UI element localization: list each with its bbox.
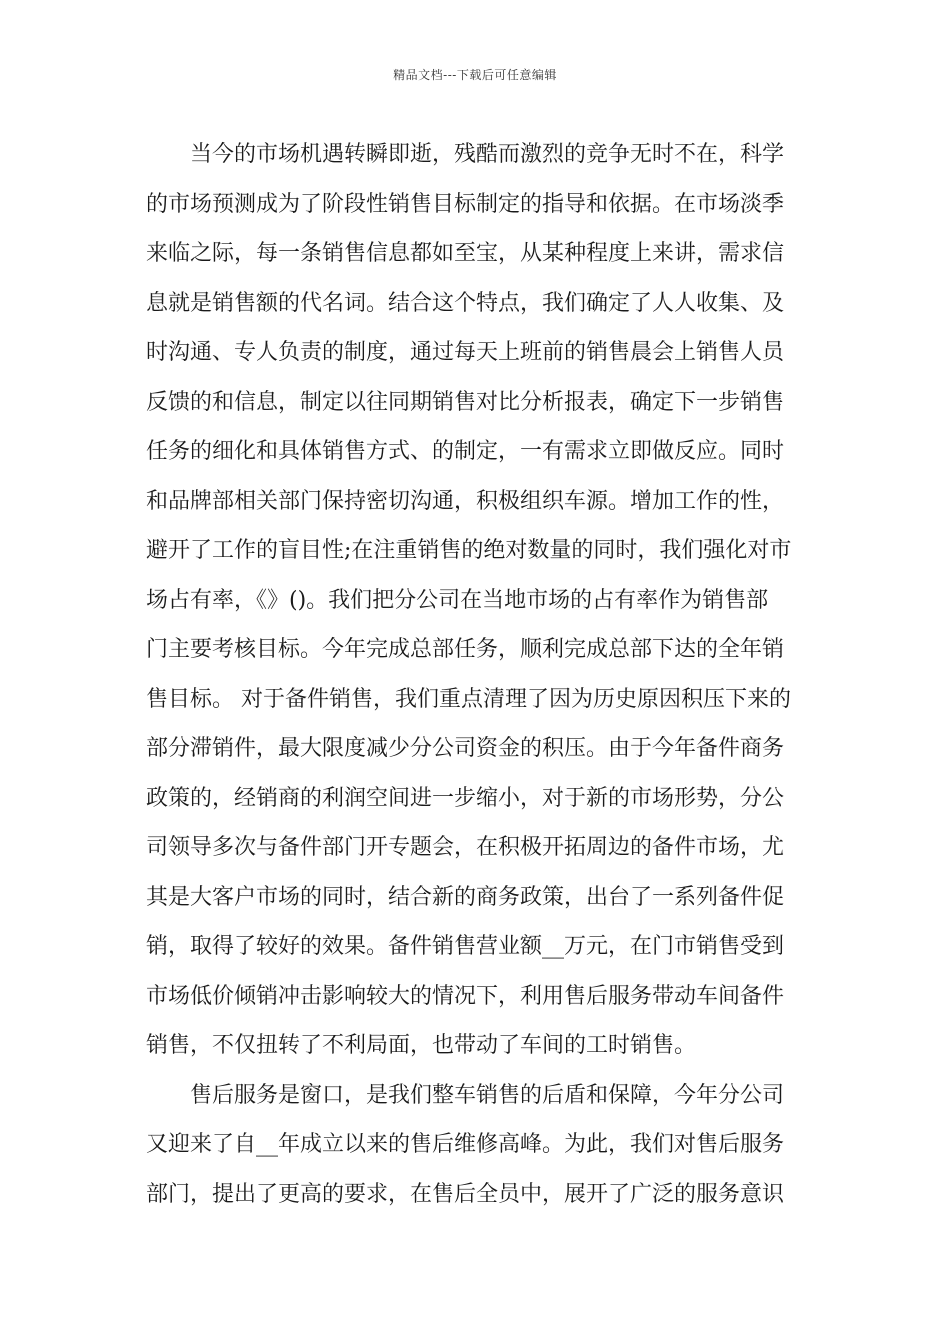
paragraph-line: 又迎来了自__年成立以来的售后维修高峰。为此，我们对售后服务 (146, 1132, 785, 1157)
paragraph-line: 反馈的和信息，制定以往同期销售对比分析报表，确定下一步销售 (146, 389, 785, 415)
paragraph-line: 时沟通、专人负责的制度，通过每天上班前的销售晨会上销售人员 (146, 340, 785, 365)
paragraph-line: 门主要考核目标。今年完成总部任务，顺利完成总部下达的全年销 (146, 637, 785, 662)
paragraph-line: 避开了工作的盲目性;在注重销售的绝对数量的同时，我们强化对市 (146, 538, 792, 563)
paragraph-line: 售后服务是窗口，是我们整车销售的后盾和保障，今年分公司 (190, 1082, 785, 1108)
paragraph-line: 的市场预测成为了阶段性销售目标制定的指导和依据。在市场淡季 (146, 191, 785, 217)
paragraph-line: 任务的细化和具体销售方式、的制定，一有需求立即做反应。同时 (146, 439, 785, 464)
paragraph-line: 市场低价倾销冲击影响较大的情况下，利用售后服务带动车间备件 (146, 983, 785, 1009)
body-text (146, 130, 806, 1219)
paragraph-line: 其是大客户市场的同时，结合新的商务政策，出台了一系列备件促 (146, 884, 785, 910)
paragraph-line: 售目标。 对于备件销售，我们重点清理了因为历史原因积压下来的 (146, 686, 791, 712)
paragraph-line: 司领导多次与备件部门开专题会，在积极开拓周边的备件市场，尤 (146, 835, 785, 860)
paragraph-line: 来临之际，每一条销售信息都如至宝，从某种程度上来讲，需求信 (146, 241, 785, 266)
paragraph-line: 场占有率，《》()。我们把分公司在当地市场的占有率作为销售部 (146, 587, 769, 613)
page-header: 精品文档---下载后可任意编辑 (393, 68, 557, 82)
paragraph-line: 部分滞销件，最大限度减少分公司资金的积压。由于今年备件商务 (146, 736, 785, 761)
paragraph-line: 销，取得了较好的效果。备件销售营业额__万元，在门市销售受到 (146, 934, 785, 959)
paragraph-line: 和品牌部相关部门保持密切沟通，积极组织车源。增加工作的性， (146, 488, 785, 514)
paragraph-line: 部门，提出了更高的要求，在售后全员中，展开了广泛的服务意识 (146, 1181, 785, 1207)
paragraph-line: 当今的市场机遇转瞬即逝，残酷而激烈的竞争无时不在，科学 (190, 142, 785, 167)
paragraph-line: 销售，不仅扭转了不利局面，也带动了车间的工时销售。 (146, 1033, 697, 1058)
paragraph-line: 息就是销售额的代名词。结合这个特点，我们确定了人人收集、及 (146, 290, 785, 316)
paragraph-line: 政策的，经销商的利润空间进一步缩小，对于新的市场形势，分公 (146, 785, 785, 811)
